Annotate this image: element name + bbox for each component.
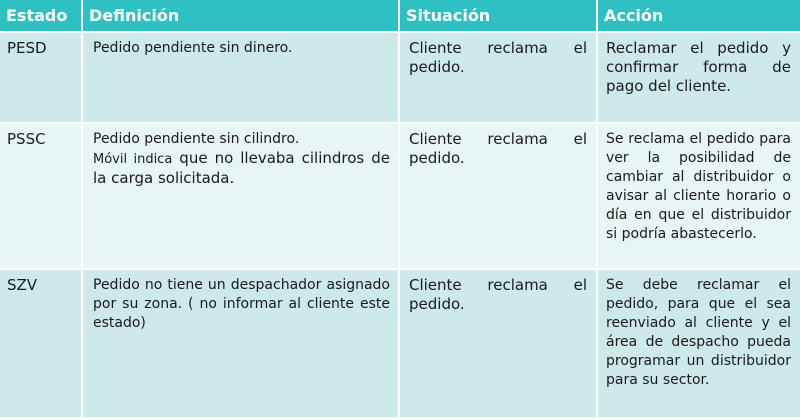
cell-estado: PESD — [0, 32, 82, 123]
cell-estado: SZV — [0, 269, 82, 418]
definicion-line-2-lead: Móvil indica — [93, 152, 173, 167]
cell-accion: Se debe reclamar el pedido, para que el sea reenviado al cliente y el área de despacho pueda programar un distribuidor para su sector. — [597, 269, 800, 418]
definicion-line-2-rest: que no llevaba cilindros de la carga solicitada. — [93, 149, 390, 187]
cell-situacion: Cliente reclama el pedido. — [399, 32, 597, 123]
table-row — [0, 32, 800, 123]
cell-accion: Se reclama el pedido para ver la posibilidad de cambiar al distribuidor o avisar al cliente horario o día en que el distribuidor si podría abastecerlo. — [597, 123, 800, 269]
cell-definicion: Pedido pendiente sin dinero. — [82, 32, 399, 123]
cell-definicion: Pedido no tiene un despachador asignado por su zona. ( no informar al cliente este estado) — [82, 269, 399, 418]
cell-situacion: Cliente reclama el pedido. — [399, 123, 597, 269]
header-row — [0, 0, 800, 32]
table-row — [0, 269, 800, 418]
header-accion: Acción — [597, 0, 800, 32]
cell-accion: Reclamar el pedido y confirmar forma de pago del cliente. — [597, 32, 800, 123]
header-definicion: Definición — [82, 0, 399, 32]
definicion-line-1: Pedido pendiente sin cilindro. — [93, 131, 300, 147]
header-estado: Estado — [0, 0, 82, 32]
cell-definicion — [82, 123, 399, 269]
header-situacion: Situación — [399, 0, 597, 32]
cell-estado: PSSC — [0, 123, 82, 269]
definicion-line-2 — [93, 149, 390, 189]
table-row — [0, 123, 800, 269]
cell-situacion: Cliente reclama el pedido. — [399, 269, 597, 418]
